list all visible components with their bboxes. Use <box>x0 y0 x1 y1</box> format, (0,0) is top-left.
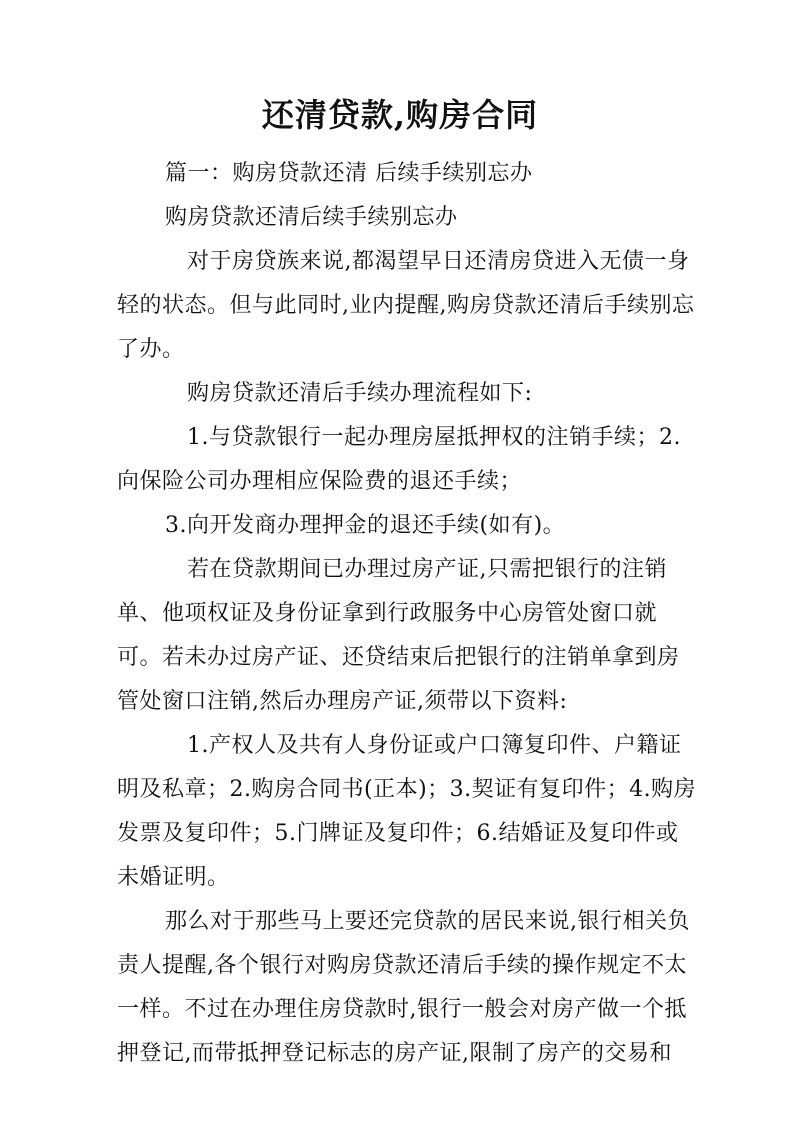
paragraph-section-heading: 篇一：购房贷款还清 后续手续别忘办 <box>165 161 533 186</box>
paragraph-bank-reminder: 那么对于那些马上要还完贷款的居民来说,银行相关负责人提醒,各个银行对购房贷款还清后手续的操作规定不太一样。不过在办理住房贷款时,银行一般会对房产做一个抵押登记,而带抵押登记标志的房产证,限制了房产的交易和 <box>117 909 690 1066</box>
paragraph-intro: 对于房贷族来说,都渴望早日还清房贷进入无债一身轻的状态。但与此同时,业内提醒,购房贷款还清后手续别忘了办。 <box>117 249 695 362</box>
document-title: 还清贷款,购房合同 <box>261 96 539 134</box>
document-body <box>117 152 697 1076</box>
paragraph-required-documents: 1.产权人及共有人身份证或户口簿复印件、户籍证明及私章；2.购房合同书(正本)；3.契证有复印件；4.购房发票及复印件；5.门牌证及复印件；6.结婚证及复印件或未婚证明。 <box>117 733 697 890</box>
paragraph-certificate-info: 若在贷款期间已办理过房产证,只需把银行的注销单、他项权证及身份证拿到行政服务中心房管处窗口就可。若未办过房产证、还贷结束后把银行的注销单拿到房管处窗口注销,然后办理房产证,须带以下资料: <box>117 557 680 714</box>
paragraph-process-heading: 购房贷款还清后手续办理流程如下: <box>187 381 533 406</box>
paragraph-steps-1-2: 1.与贷款银行一起办理房屋抵押权的注销手续；2.向保险公司办理相应保险费的退还手续； <box>117 425 681 494</box>
paragraph-step-3: 3.向开发商办理押金的退还手续(如有)。 <box>165 513 566 538</box>
paragraph-subheading: 购房贷款还清后续手续别忘办 <box>165 205 458 230</box>
